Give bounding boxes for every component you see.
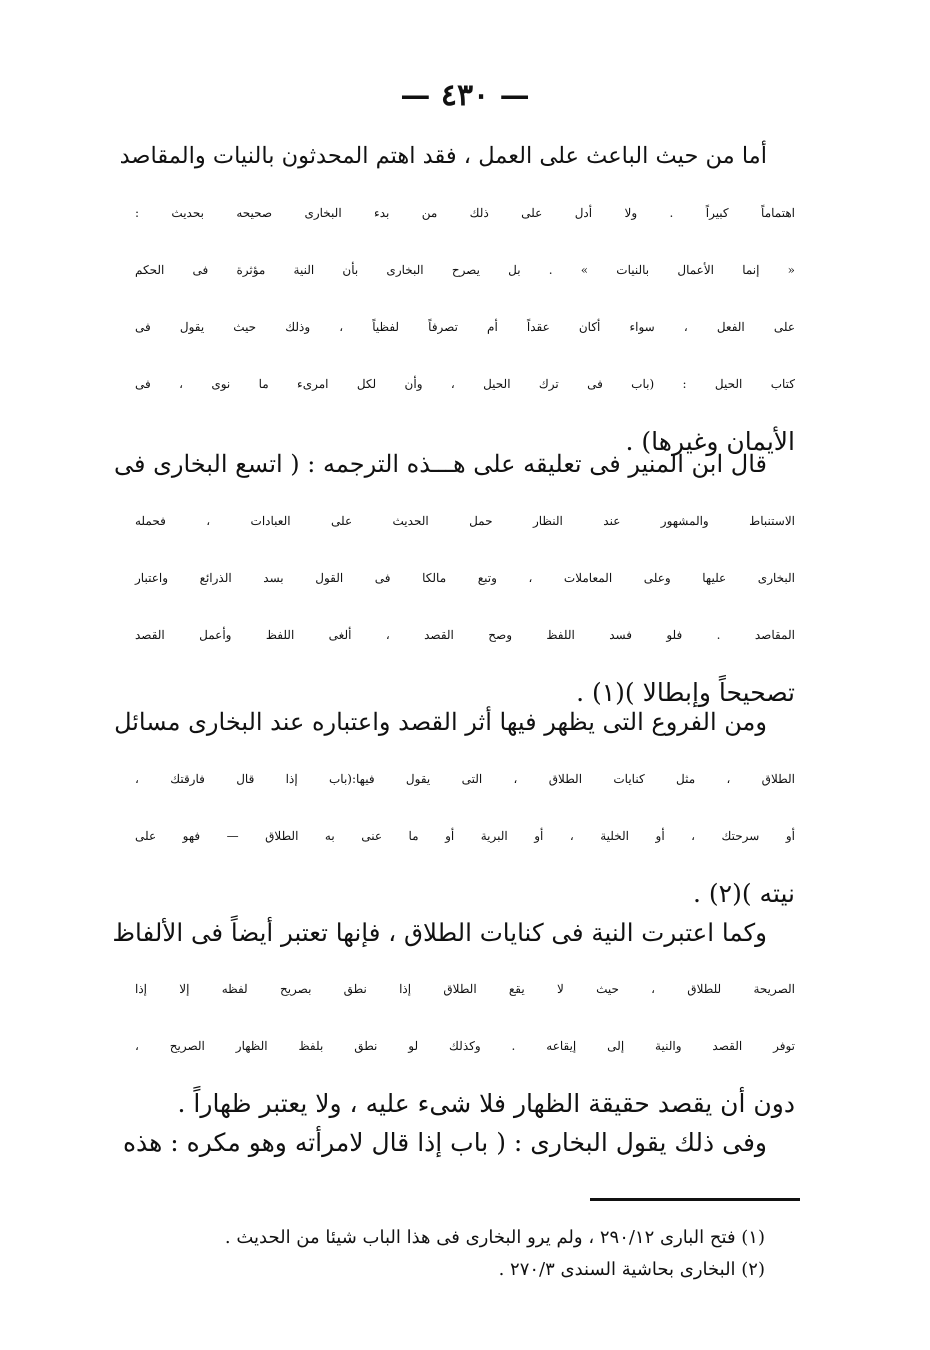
paragraph-3 <box>114 694 795 922</box>
text-line: الطلاق ، مثل كنايات الطلاق ، التى يقول فيها:(باب إذا قال فارقتك ، <box>135 772 795 786</box>
text-line: وفى ذلك يقول البخارى : ( باب إذا قال لامرأته وهو مكره : هذه <box>122 1128 767 1157</box>
text-line: البخارى عليها وعلى المعاملات ، وتبع مالكا فى القول بسد الذرائع واعتبار <box>135 571 795 585</box>
page-number: — ٤٣٠ — <box>400 78 530 113</box>
paragraph-1 <box>119 128 795 470</box>
text-line: اهتماماً كبيراً . ولا أدل على ذلك من بدء البخارى صحيحه بحديث : <box>135 206 795 220</box>
text-line: توفر القصد والنية إلى إيقاعه . وكذلك لو نطق بلفظ الظهار الصريح ، <box>135 1039 795 1053</box>
text-line: ومن الفروع التى يظهر فيها أثر القصد واعتباره عند البخارى مسائل <box>114 708 767 736</box>
text-line: الاستنباط والمشهور عند النظار حمل الحديث على العبادات ، فحمله <box>135 514 795 528</box>
text-line: على الفعل ، سواء أكان عقداً أم تصرفاً لفظياً ، وذلك حيث يقول فى <box>135 320 795 334</box>
text-line: أو سرحتك ، أو الخلية ، أو البرية أو ما عنى به الطلاق — فهو على <box>135 829 795 843</box>
paragraph-4 <box>112 904 795 1132</box>
paragraph-2 <box>114 436 795 721</box>
text-line: وكما اعتبرت النية فى كنايات الطلاق ، فإنها تعتبر أيضاً فى الألفاظ <box>112 918 767 947</box>
text-line: نيته )(٢) . <box>693 879 795 908</box>
text-line: أما من حيث الباعث على العمل ، فقد اهتم المحدثون بالنيات والمقاصد <box>119 143 767 169</box>
text-line: « إنما الأعمال بالنيات » . بل يصرح البخارى بأن النية مؤثرة فى الحكم <box>135 263 795 277</box>
footnote-divider <box>590 1198 800 1201</box>
text-line: تصحيحاً وإبطالا )(١) . <box>576 678 795 707</box>
text-line: دون أن يقصد حقيقة الظهار فلا شىء عليه ، ولا يعتبر ظهاراً . <box>177 1089 795 1118</box>
footnote-2: (٢) البخارى بحاشية السندى ٢٧٠/٣ . <box>498 1259 765 1280</box>
footnote-1: (١) فتح البارى ٢٩٠/١٢ ، ولم يرو البخارى فى هذا الباب شيئا من الحديث . <box>224 1227 765 1248</box>
paragraph-5 <box>122 1114 795 1171</box>
footnotes <box>160 1222 765 1286</box>
text-line: الأيمان وغيرها) . <box>625 427 795 456</box>
text-line: قال ابن المنير فى تعليقه على هـــذه الترجمه : ( اتسع البخارى فى <box>114 450 767 478</box>
text-line: كتاب الحيل : (باب فى ترك الحيل ، وأن لكل امرىء ما نوى ، فى <box>135 377 795 391</box>
text-line: المقاصد . فلو فسد اللفظ وصح القصد ، ألغى اللفظ وأعمل القصد <box>135 628 795 642</box>
text-line: الصريحة للطلاق ، حيث لا يقع الطلاق إذا نطق بصريح لفظه إلا إذا <box>135 982 795 996</box>
